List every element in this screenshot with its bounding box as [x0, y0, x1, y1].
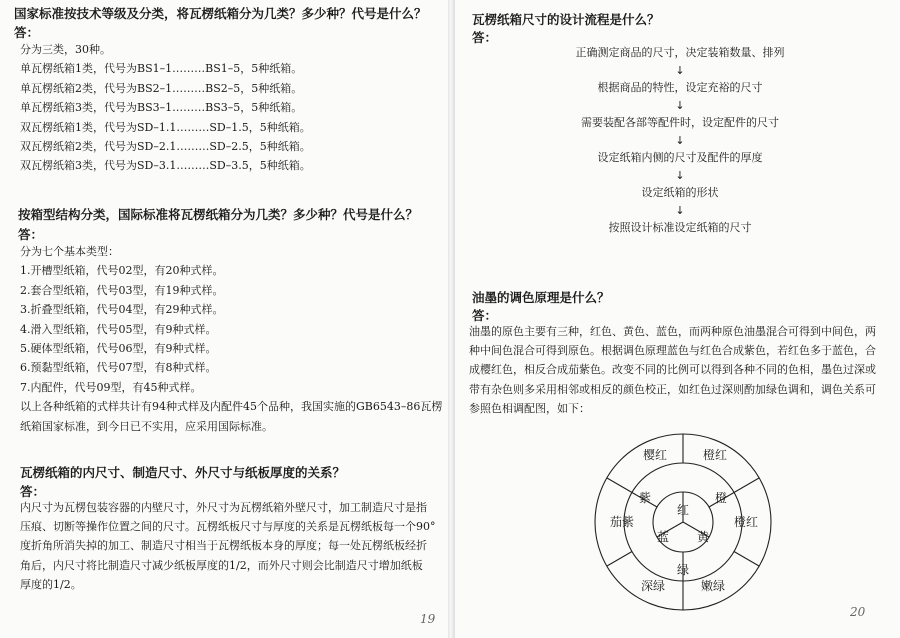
wheel-center-label: 蓝 — [656, 530, 670, 544]
flow-step: 设定纸箱的形状 — [641, 186, 719, 199]
flow-step: 正确测定商品的尺寸，决定装箱数量、排列 — [575, 46, 785, 59]
question-design-flow-title: 瓦楞纸箱尺寸的设计流程是什么？ — [472, 12, 660, 27]
down-arrow-icon: ↓ — [675, 64, 685, 77]
wheel-outer-label: 樱红 — [642, 448, 668, 462]
answer-label: 答： — [18, 227, 44, 242]
answer-line: 4.滑入型纸箱，代号05型，有9种式样。 — [20, 322, 217, 336]
answer-structure-body — [20, 242, 442, 436]
page-number: 20 — [850, 605, 866, 619]
answer-line: 厚度的1/2。 — [20, 577, 82, 591]
answer-label: 答： — [14, 25, 40, 40]
answer-line: 参照色相调配图，如下： — [469, 401, 590, 415]
answer-line: 角后，内尺寸将比制造尺寸减少纸板厚度的1/2，而外尺寸则会比制造尺寸增加纸板 — [20, 558, 423, 572]
flow-step: 根据商品的特性，设定充裕的尺寸 — [597, 81, 763, 94]
answer-label: 答： — [472, 308, 498, 323]
answer-line: 分为七个基本类型： — [20, 245, 119, 258]
wheel-outer-label: 嫩绿 — [700, 579, 726, 593]
down-arrow-icon: ↓ — [675, 204, 685, 217]
answer-line: 单瓦楞纸箱3类，代号为BS3–1………BS3–5，5种纸箱。 — [20, 101, 303, 115]
answer-line: 3.折叠型纸箱，代号04型，有29种式样。 — [20, 303, 224, 317]
answer-line: 双瓦楞纸箱3类，代号为SD–3.1………SD–3.5，5种纸箱。 — [20, 159, 311, 173]
answer-line: 以上各种纸箱的式样共计有94种式样及内配件45个品种，我国实施的GB6543–86瓦楞 — [20, 400, 443, 414]
wheel-outer-label: 深绿 — [640, 579, 666, 593]
answer-line: 双瓦楞纸箱1类，代号为SD–1.1………SD–1.5，5种纸箱。 — [20, 120, 311, 134]
wheel-middle-label: 橙 — [714, 491, 728, 505]
flow-step: 设定纸箱内侧的尺寸及配件的厚度 — [597, 151, 763, 164]
answer-ink-body — [469, 322, 876, 418]
answer-line: 内尺寸为瓦楞包装容器的内壁尺寸，外尺寸为瓦楞纸箱外壁尺寸，加工制造尺寸是指 — [20, 501, 427, 514]
answer-line: 压痕、切断等操作位置之间的尺寸。瓦楞纸板尺寸与厚度的关系是瓦楞纸板每一个90° — [20, 520, 436, 534]
answer-line: 双瓦楞纸箱2类，代号为SD–2.1………SD–2.5，5种纸箱。 — [20, 139, 311, 153]
question-dimension-title: 瓦楞纸箱的内尺寸、制造尺寸、外尺寸与纸板厚度的关系？ — [20, 465, 346, 480]
answer-line: 度折角所消失掉的加工、制造尺寸相当于瓦楞纸板本身的厚度；每一处瓦楞纸板经折 — [20, 539, 427, 553]
wheel-middle-label: 紫 — [638, 491, 652, 505]
wheel-center-label: 黄 — [696, 530, 710, 544]
answer-dimension-body — [20, 498, 436, 594]
down-arrow-icon: ↓ — [675, 99, 685, 112]
answer-line: 6.预黏型纸箱，代号07型，有8种式样。 — [20, 361, 217, 375]
answer-line: 带有杂色则多采用相邻或相反的颜色校正，如红色过深则酌加绿色调和，调色关系可 — [469, 382, 876, 396]
design-flowchart — [515, 44, 845, 237]
question-ink-title: 油墨的调色原理是什么？ — [472, 290, 610, 305]
wheel-outer-label: 橙红 — [733, 515, 759, 529]
question-grading-title: 国家标准按技术等级及分类，将瓦楞纸箱分为几类？多少种？代号是什么？ — [14, 6, 427, 21]
flow-step: 需要装配各部等配件时，设定配件的尺寸 — [581, 116, 779, 129]
answer-line: 1.开槽型纸箱，代号02型，有20种式样。 — [20, 264, 224, 278]
wheel-outer-label: 茄紫 — [609, 515, 635, 529]
answer-grading-body — [20, 40, 311, 176]
right-page — [455, 0, 900, 638]
answer-line: 分为三类，30种。 — [20, 43, 111, 56]
answer-label: 答： — [472, 30, 498, 45]
down-arrow-icon: ↓ — [675, 169, 685, 182]
answer-line: 成樱红色，相反合成茄紫色。改变不同的比例可以得到各种不同的色相，墨色过深或 — [469, 363, 876, 377]
down-arrow-icon: ↓ — [675, 134, 685, 147]
answer-line: 纸箱国家标准，到今日已不实用，应采用国际标准。 — [20, 419, 273, 433]
answer-line: 种中间色混合可得到原色。根据调色原理蓝色与红色合成紫色，若红色多于蓝色，合 — [469, 344, 876, 358]
answer-line: 2.套合型纸箱，代号03型，有19种式样。 — [20, 283, 224, 297]
answer-label: 答： — [20, 484, 46, 499]
wheel-center-label: 红 — [676, 503, 690, 517]
color-wheel-diagram — [593, 430, 773, 614]
answer-line: 5.硬体型纸箱，代号06型，有9种式样。 — [20, 341, 217, 355]
page-gutter — [448, 0, 455, 638]
answer-line: 单瓦楞纸箱2类，代号为BS2–1………BS2–5，5种纸箱。 — [20, 81, 303, 95]
wheel-middle-label: 绿 — [676, 563, 690, 577]
answer-line: 油墨的原色主要有三种，红色、黄色、蓝色，而两种原色油墨混合可得到中间色，两 — [469, 325, 876, 338]
flow-step: 按照设计标准设定纸箱的尺寸 — [608, 221, 752, 234]
answer-line: 单瓦楞纸箱1类，代号为BS1–1………BS1–5，5种纸箱。 — [20, 62, 303, 76]
wheel-outer-label: 橙红 — [702, 448, 728, 462]
page-number: 19 — [420, 612, 436, 626]
left-page — [0, 0, 448, 638]
question-structure-title: 按箱型结构分类，国际标准将瓦楞纸箱分为几类？多少种？代号是什么？ — [18, 207, 419, 222]
answer-line: 7.内配件，代号09型，有45种式样。 — [20, 380, 202, 394]
